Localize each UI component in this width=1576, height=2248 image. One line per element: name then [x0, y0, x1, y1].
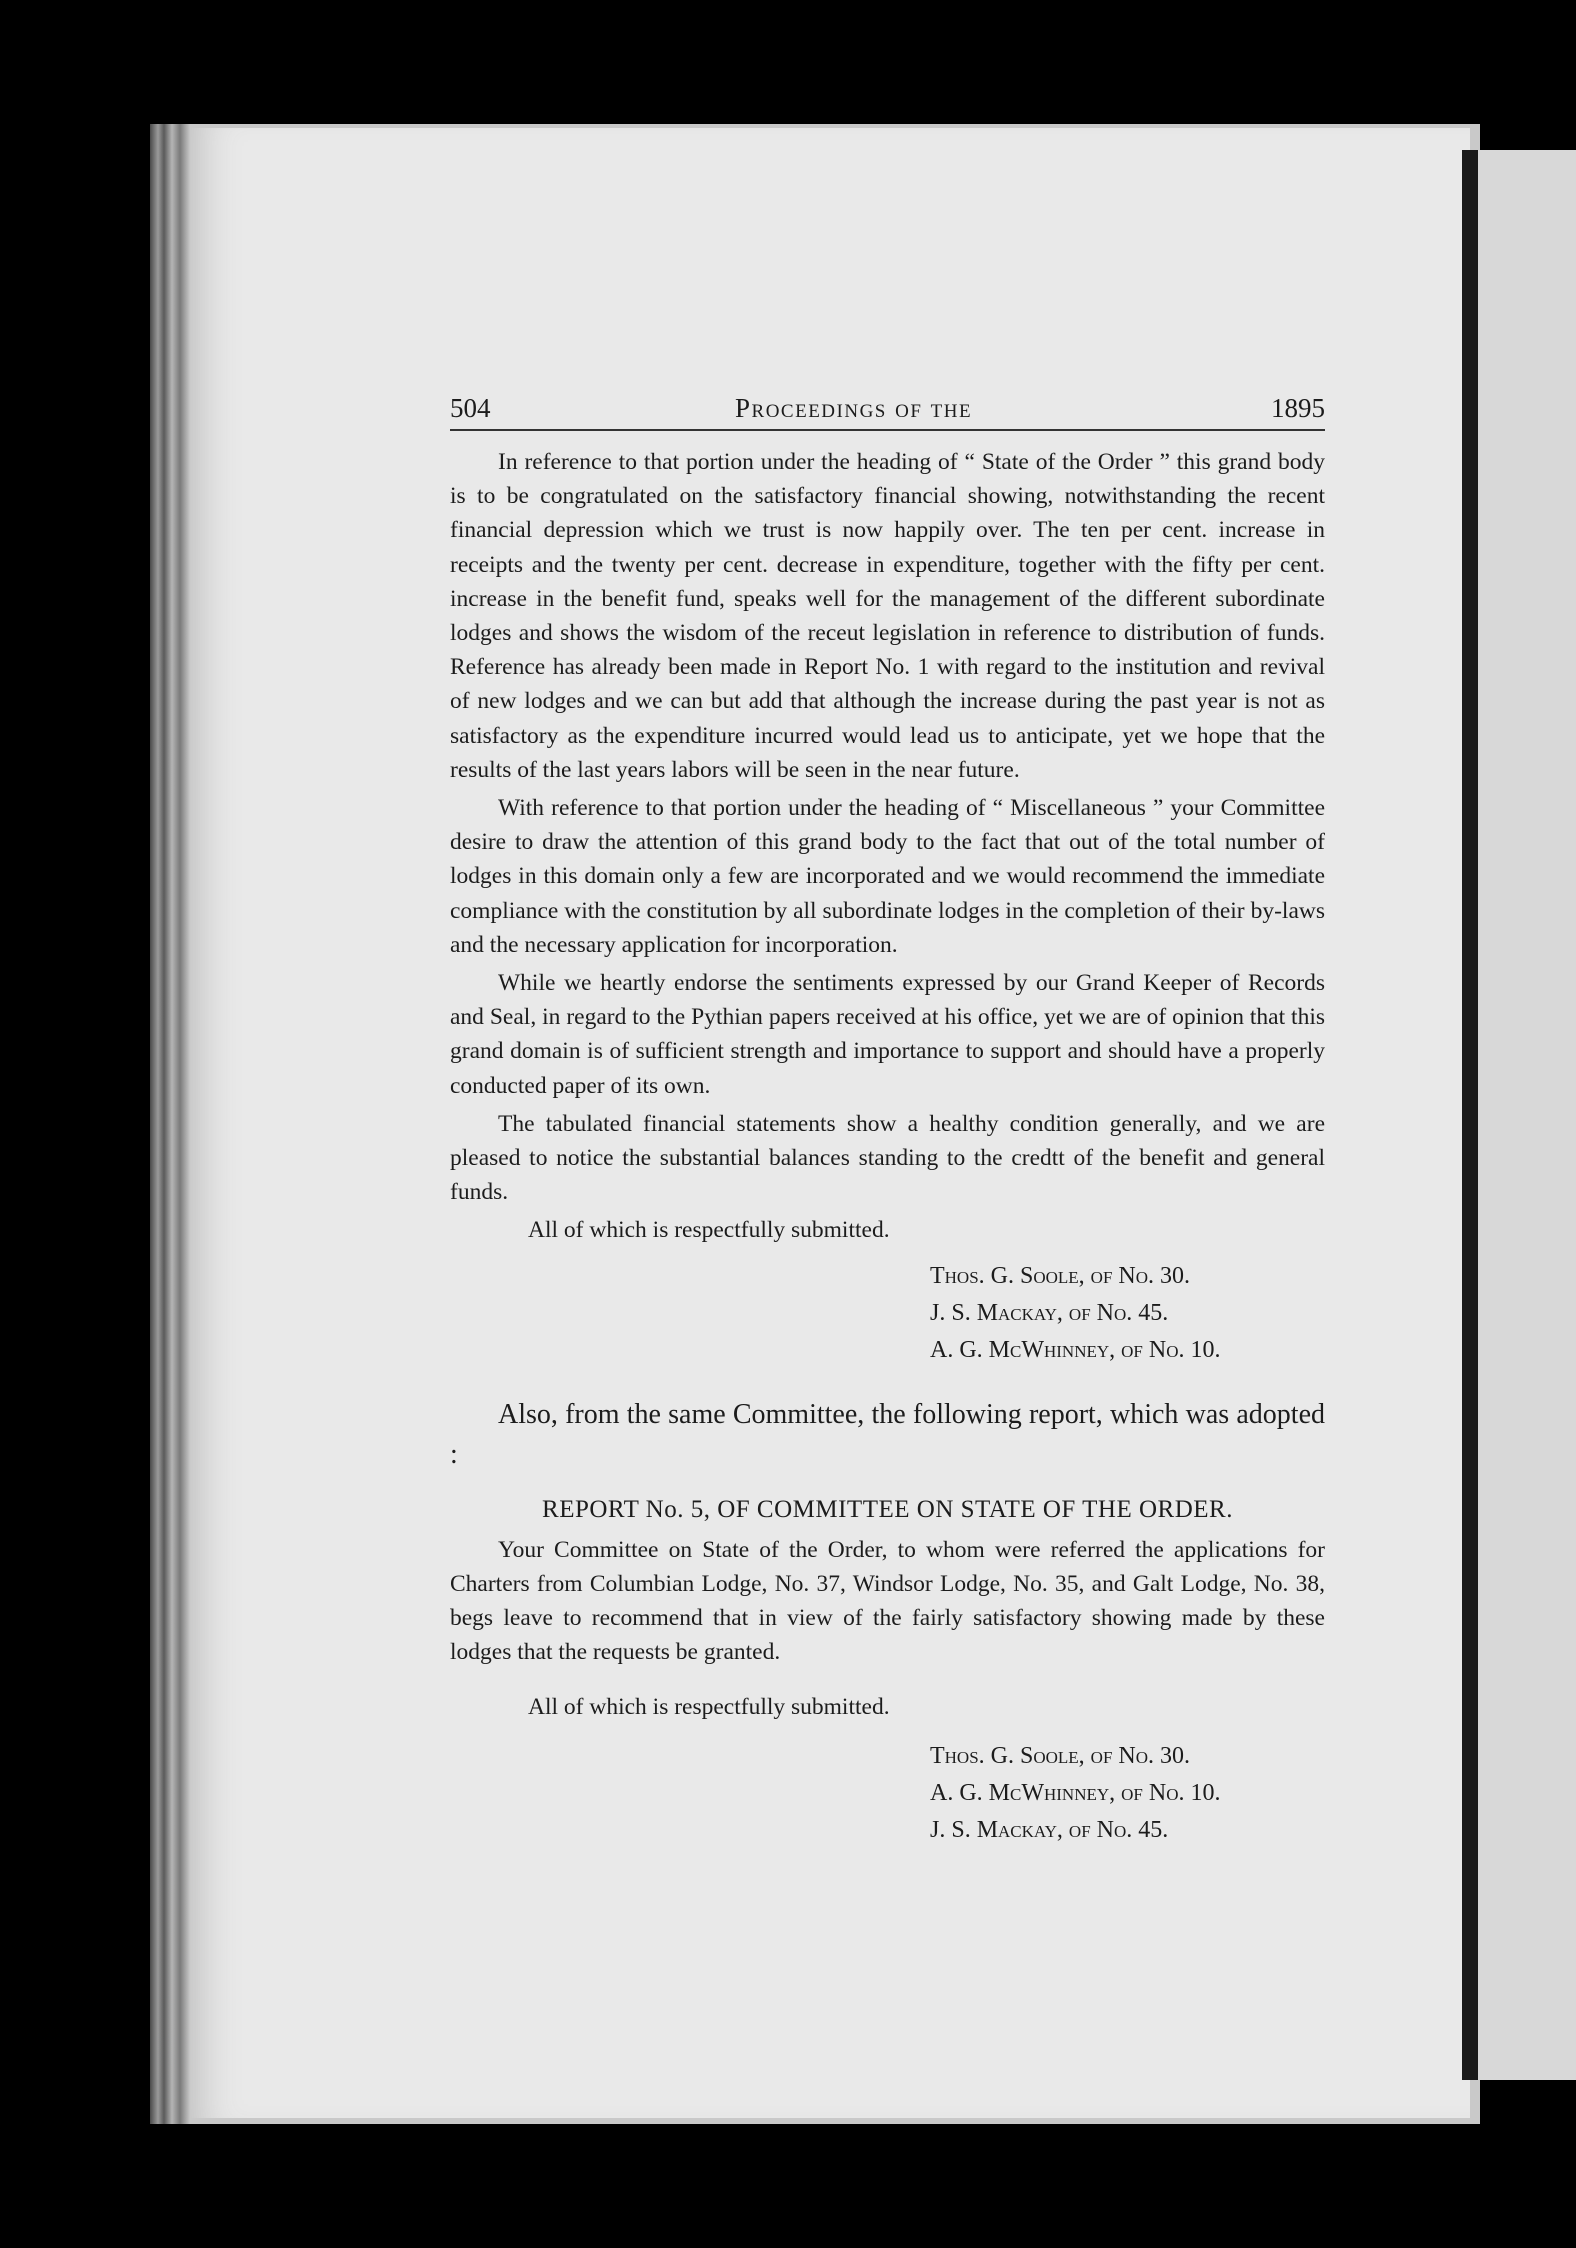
paragraph-financial-statements: The tabulated financial statements show a healthy condition generally, and we are pleased to notice the substantial balances standing to the credtt of the benefit and general funds. — [450, 1110, 1325, 1206]
submitted-line-2: All of which is respectfully submitted. — [528, 1693, 890, 1720]
facing-page-edge — [1478, 150, 1576, 2080]
signature-line: A. G. McWhinney, of No. 10. — [930, 1779, 1221, 1806]
signature-block-2 — [930, 1738, 1325, 1849]
gutter-shadow — [1462, 150, 1478, 2080]
signature-block-1 — [930, 1258, 1325, 1369]
signature-line: J. S. Mackay, of No. 45. — [930, 1816, 1169, 1843]
paragraph-state-of-order: In reference to that portion under the heading of “ State of the Order ” this grand body is to be congratulated on the satisfactory financial showing, notwithstanding the recent financial depression which we trust is now happily over. The ten per cent. increase in receipts and the twenty per cent. decrease in expenditure, together with the fifty per cent. increase in the benefit fund, speaks well for the management of the different subordinate lodges and shows the wisdom of the receut legislation in reference to distribution of funds. Reference has already been made in Report No. 1 with regard to the institution and revival of new lodges and we can but add that although the increase during the past year is not as satisfactory as the expenditure incurred would lead us to anticipate, yet we hope that the results of the last years labors will be seen in the near future. — [450, 449, 1325, 783]
signature-line: J. S. Mackay, of No. 45. — [930, 1299, 1169, 1326]
submitted-line-1: All of which is respectfully submitted. — [528, 1217, 890, 1244]
report-paragraph: Your Committee on State of the Order, to whom were referred the applications for Charters from Columbian Lodge, No. 37, Windsor Lodge, No. 35, and Galt Lodge, No. 38, begs leave to recommend that in view of the fairly satisfactory showing made by these lodges that the requests be granted. — [450, 1536, 1325, 1666]
header-title: Proceedings of the — [735, 393, 973, 423]
signature-line: Thos. G. Soole, of No. 30. — [930, 1262, 1191, 1289]
page-number: 504 — [450, 393, 491, 423]
header-year: 1895 — [1271, 393, 1325, 423]
paragraph-pythian-papers: While we heartly endorse the sentiments expressed by our Grand Keeper of Records and Seal, in regard to the Pythian papers received at his office, yet we are of opinion that this grand domain is of sufficient strength and importance to support and should have a properly conducted paper of its own. — [450, 970, 1325, 1099]
also-adopted-line: Also, from the same Committee, the following report, which was adopted : — [450, 1398, 1325, 1470]
page-content — [450, 385, 1325, 1849]
running-header — [450, 385, 1325, 431]
signature-line: A. G. McWhinney, of No. 10. — [930, 1336, 1221, 1363]
report-title: REPORT No. 5, OF COMMITTEE ON STATE OF THE ORDER. — [542, 1495, 1233, 1523]
signature-line: Thos. G. Soole, of No. 30. — [930, 1742, 1191, 1769]
paragraph-miscellaneous: With reference to that portion under the heading of “ Miscellaneous ” your Committee desire to draw the attention of this grand body to the fact that out of the total number of lodges in this domain only a few are incorporated and we would recommend the immediate compliance with the constitution by all subordinate lodges in the completion of their by-laws and the necessary application for incorporation. — [450, 795, 1325, 958]
